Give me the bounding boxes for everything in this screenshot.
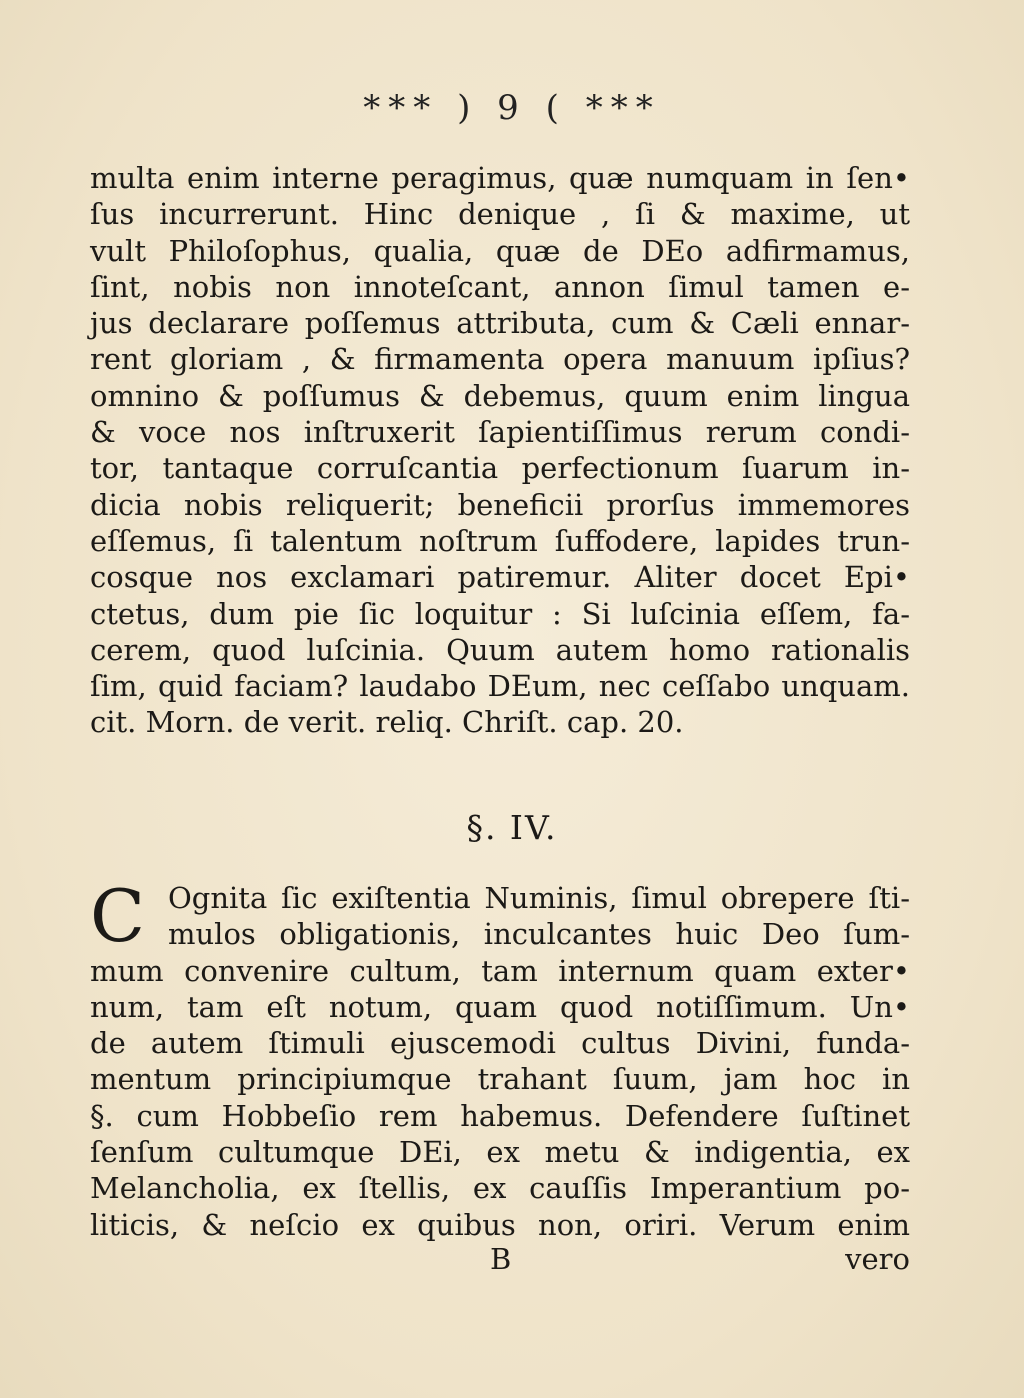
text-line: Ognita ſic exiſtentia Numinis, ſimul obrepere ſti- [168,881,910,915]
text-line: eſſemus, ſi talentum noſtrum ſuffodere, lapides trun- [90,523,910,558]
text-line: cit. Morn. de verit. reliq. Chriſt. cap. 20. [90,705,684,740]
text-line: §. cum Hobbeſio rem habemus. Defendere ſuſtinet [90,1098,910,1133]
text-line: vult Philoſophus, qualia, quæ de DEo adfirmamus, [90,233,910,268]
text-line: tor, tantaque corruſcantia perfectionum ſuarum in- [90,451,910,486]
paragraph-1 [90,160,910,741]
text-line: cerem, quod luſcinia. Quum autem homo rationalis [90,632,910,667]
text-line: ſim, quid faciam? laudabo DEum, nec ceſſabo unquam. [90,669,910,704]
text-line: mulos obligationis, inculcantes huic Deo ſum- [168,917,910,952]
section-heading: §. IV. [466,808,558,847]
text-line: omnino & poſſumus & debemus, quum enim lingua [90,378,910,413]
text-line: Melancholia, ex ſtellis, ex cauſſis Imperantium po- [90,1171,910,1206]
text-line: cosque nos exclamari patiremur. Aliter docet Epi• [90,560,910,595]
text-line: mum convenire cultum, tam internum quam exter• [90,953,910,988]
text-line: multa enim interne peragimus, quæ numquam in ſen• [90,161,910,195]
paragraph-2 [90,874,910,1243]
text-line: de autem ſtimuli ejuscemodi cultus Divini, funda- [90,1026,910,1061]
text-line: ſenſum cultumque DEi, ex metu & indigentia, ex [90,1135,910,1170]
text-line: num, tam eſt notum, quam quod notiſſimum. Un• [90,989,910,1024]
text-line: dicia nobis reliquerit; beneficii prorſus immemores [90,487,910,522]
text-line: ſint, nobis non innoteſcant, annon ſimul tamen e- [90,269,910,304]
signature-mark: B [490,1242,512,1276]
text-line: ſus incurrerunt. Hinc denique , ſi & maxime, ut [90,197,910,232]
text-line: & voce nos inſtruxerit ſapientiſſimus rerum condi- [90,415,910,450]
text-line: liticis, & neſcio ex quibus non, oriri. Verum enim [90,1207,910,1242]
catchword: vero [845,1242,910,1276]
text-line: mentum principiumque trahant ſuum, jam hoc in [90,1062,910,1097]
text-line: ctetus, dum pie ſic loquitur : Si luſcinia eſſem, fa- [90,596,910,631]
text-line: rent gloriam , & firmamenta opera manuum ipſius? [90,342,910,377]
text-line: jus declarare poſſemus attributa, cum & Cæli ennar- [90,306,910,341]
drop-cap: C [90,874,146,958]
running-head: *** ) 9 ( *** [363,88,661,128]
